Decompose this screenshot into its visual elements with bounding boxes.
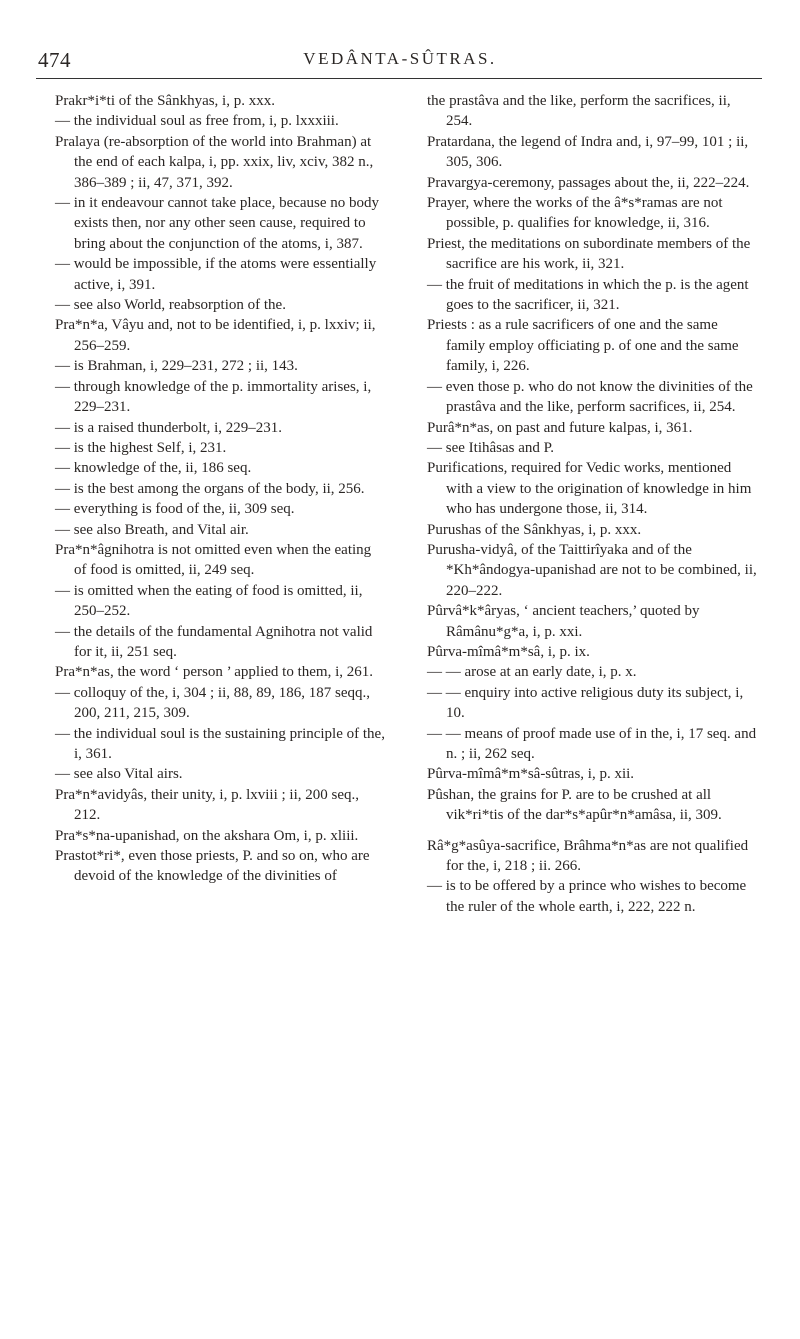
index-entry: Prakr*i*ti of the Sânkhyas, i, p. xxx. (55, 93, 275, 109)
index-entry: Pravargya-ceremony, passages about the, ii, 222–224. (427, 174, 750, 191)
index-entry: — would be impossible, if the atoms were essentially active, i, 391. (55, 256, 377, 293)
index-entry: — the fruit of meditations in which the p. is the agent goes to the sacrificer, ii, 321. (427, 276, 749, 314)
index-entry: Pralaya (re-absorption of the world into Brahman) at the end of each kalpa, i, pp. xxix, liv, xciv, 382 n., 386–389 ; ii, 47, 371, 392. (55, 133, 374, 191)
index-entry: Pûrvâ*k*âryas, ‘ ancient teachers,’ quoted by Râmânu*g*a, i, p. xxi. (427, 603, 700, 640)
index-entry: — everything is food of the, ii, 309 seq. (55, 501, 295, 518)
index-entry: — is the highest Self, i, 231. (55, 439, 227, 456)
index-entry: — — enquiry into active religious duty its subject, i, 10. (427, 684, 744, 722)
index-entry: Pûrva-mîmâ*m*sâ-sûtras, i, p. xii. (427, 766, 635, 783)
page-number: 474 (38, 48, 71, 72)
index-entry: Prastot*ri*, even those priests, P. and so on, who are devoid of the knowledge of the divinities of (55, 848, 370, 885)
index-entry: Prayer, where the works of the â*s*ramas are not possible, p. qualifies for knowledge, ii, 316. (427, 195, 723, 232)
index-entry: — colloquy of the, i, 304 ; ii, 88, 89, 186, 187 seqq., 200, 211, 215, 309. (55, 684, 370, 722)
index-entry: Râ*g*asûya-sacrifice, Brâhma*n*as are not qualified for the, i, 218 ; ii. 266. (427, 837, 749, 875)
index-column-right (427, 91, 760, 917)
index-entry: — — arose at an early date, i, p. x. (427, 664, 637, 681)
index-entry: Purusha-vidyâ, of the Taittirîyaka and of the *Kh*ândogya-upanishad are not to be combined, ii, 220–222. (427, 541, 757, 599)
index-entry: — see also World, reabsorption of the. (55, 297, 286, 314)
index-entry: Pûrva-mîmâ*m*sâ, i, p. ix. (427, 643, 590, 660)
index-entry: Pra*n*avidyâs, their unity, i, p. lxviii ; ii, 200 seq., 212. (55, 786, 359, 824)
index-entry: — is a raised thunderbolt, i, 229–231. (55, 419, 283, 436)
index-entry: — is the best among the organs of the body, ii, 256. (55, 480, 365, 497)
index-entry: Purushas of the Sânkhyas, i, p. xxx. (427, 521, 642, 538)
index-entry: — see Itihâsas and P. (427, 439, 555, 456)
index-entry: Priest, the meditations on subordinate members of the sacrifice are his work, ii, 321. (427, 235, 751, 273)
index-entry: — see also Breath, and Vital air. (55, 521, 249, 538)
index-entry: Pratardana, the legend of Indra and, i, 97–99, 101 ; ii, 305, 306. (427, 133, 749, 171)
index-entry: — is Brahman, i, 229–231, 272 ; ii, 143. (55, 358, 298, 375)
running-title: VEDÂNTA-SÛTRAS. (303, 49, 497, 68)
index-entry: — the details of the fundamental Agnihotra not valid for it, ii, 251 seq. (55, 623, 373, 660)
index-entry: — knowledge of the, ii, 186 seq. (55, 460, 252, 477)
index-entry: Pra*s*na-upanishad, on the akshara Om, i, p. xliii. (55, 827, 359, 844)
index-entry: — is omitted when the eating of food is omitted, ii, 250–252. (55, 582, 363, 620)
index-entry: the prastâva and the like, perform the sacrifices, ii, 254. (427, 93, 731, 130)
index-entry: — the individual soul as free from, i, p. lxxxiii. (55, 113, 339, 130)
index-entry: Pûshan, the grains for P. are to be crushed at all vik*ri*tis of the dar*s*apûr*n*amâsa, ii, 309. (427, 786, 722, 824)
index-entry: — the individual soul is the sustaining principle of the, i, 361. (55, 725, 385, 762)
index-entry: — is to be offered by a prince who wishes to become the ruler of the whole earth, i, 222, 222 n. (427, 878, 747, 915)
index-entry: Pra*n*as, the word ‘ person ’ applied to them, i, 261. (55, 664, 373, 681)
index-entry: — even those p. who do not know the divinities of the prastâva and the like, perform sacrifices, ii, 254. (427, 378, 753, 416)
index-entry: Purâ*n*as, on past and future kalpas, i, 361. (427, 419, 693, 436)
header-rule (36, 78, 762, 79)
page-header (0, 48, 800, 78)
index-entry: Priests : as a rule sacrificers of one and the same family employ officiating p. of one and the same family, i, 226. (427, 317, 739, 375)
index-entry: — in it endeavour cannot take place, because no body exists then, nor any other seen cause, required to bring about the conjunction of the atoms, i, 387. (55, 195, 380, 252)
index-entry: — see also Vital airs. (55, 766, 183, 783)
index-entry: Pra*n*a, Vâyu and, not to be identified, i, p. lxxiv; ii, 256–259. (55, 317, 376, 354)
index-entry: Pra*n*âgnihotra is not omitted even when the eating of food is omitted, ii, 249 seq. (55, 541, 372, 579)
index-column-left (55, 91, 387, 887)
index-entry: — — means of proof made use of in the, i, 17 seq. and n. ; ii, 262 seq. (427, 725, 757, 762)
index-entry: Purifications, required for Vedic works, mentioned with a view to the origination of knowledge in him who has undergone those, ii, 314. (427, 460, 752, 518)
index-entry: — through knowledge of the p. immortality arises, i, 229–231. (55, 378, 372, 416)
